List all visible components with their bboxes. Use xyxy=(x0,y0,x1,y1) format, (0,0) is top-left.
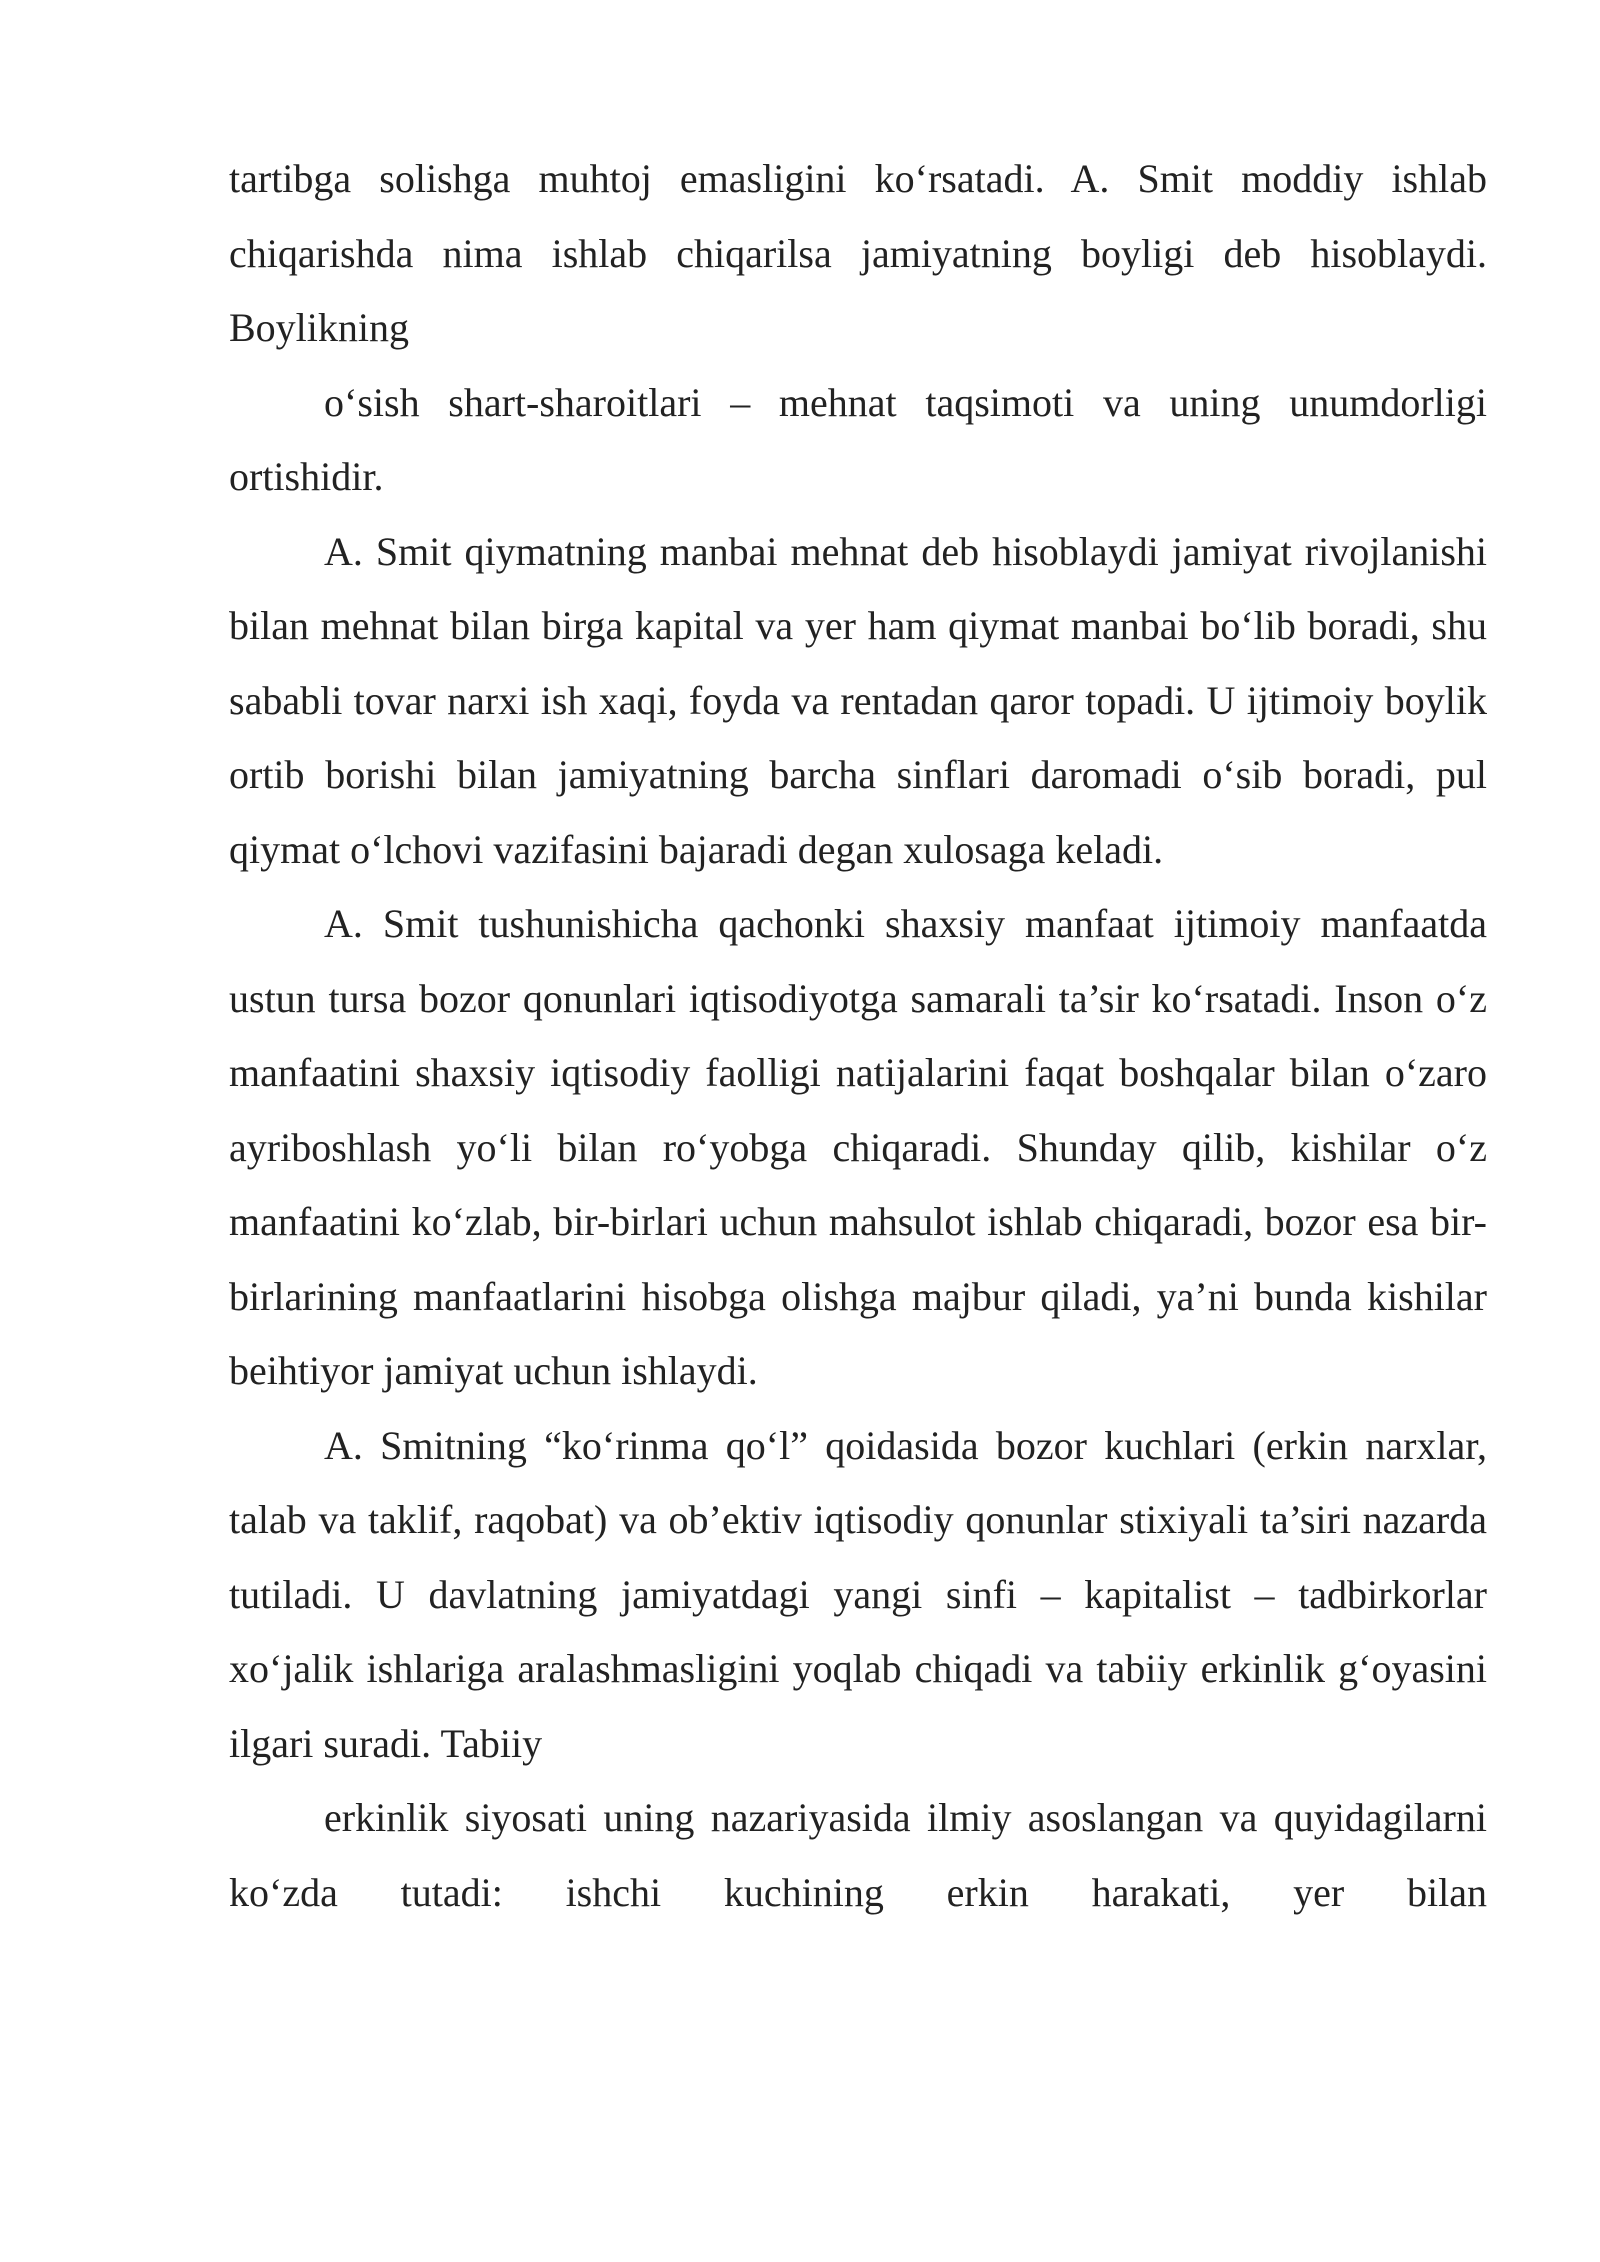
paragraph-3: A. Smit qiymatning manbai mehnat deb hisoblaydi jamiyat rivojlanishi bilan mehnat bilan birga kapital va yer ham qiymat manbai bo‘lib boradi, shu sababli tovar narxi ish xaqi, foyda va rentadan qaror topadi. U ijtimoiy boylik ortib borishi bilan jamiyatning barcha sinflari daromadi o‘sib boradi, pul qiymat o‘lchovi vazifasini bajaradi degan xulosaga keladi. xyxy=(229,528,1487,872)
paragraph-5: A. Smitning “ko‘rinma qo‘l” qoidasida bozor kuchlari (erkin narxlar, talab va taklif, raqobat) va ob’ektiv iqtisodiy qonunlar stixiyali ta’siri nazarda tutiladi. U davlatning jamiyatdagi yangi sinfi – kapitalist – tadbirkorlar xo‘jalik ishlariga aralashmasligini yoqlab chiqadi va tabiiy erkinlik g‘oyasini ilgari suradi. Tabiiy xyxy=(229,1422,1487,1766)
document-body xyxy=(229,142,1487,1930)
paragraph-6: erkinlik siyosati uning nazariyasida ilmiy asoslangan va quyidagilarni ko‘zda tutadi: ishchi kuchining erkin harakati, yer bilan xyxy=(229,1795,1487,1915)
paragraph-1: tartibga solishga muhtoj emasligini ko‘rsatadi. A. Smit moddiy ishlab chiqarishda nima ishlab chiqarilsa jamiyatning boyligi deb hisoblaydi. Boylikning xyxy=(229,156,1487,350)
paragraph-4: A. Smit tushunishicha qachonki shaxsiy manfaat ijtimoiy manfaatda ustun tursa bozor qonunlari iqtisodiyotga samarali ta’sir ko‘rsatadi. Inson o‘z manfaatini shaxsiy iqtisodiy faolligi natijalarini faqat boshqalar bilan o‘zaro ayriboshlash yo‘li bilan ro‘yobga chiqaradi. Shunday qilib, kishilar o‘z manfaatini ko‘zlab, bir-birlari uchun mahsulot ishlab chiqaradi, bozor esa bir-birlarining manfaatlarini hisobga olishga majbur qiladi, ya’ni bunda kishilar beihtiyor jamiyat uchun ishlaydi. xyxy=(229,901,1487,1393)
paragraph-2: o‘sish shart-sharoitlari – mehnat taqsimoti va uning unumdorligi ortishidir. xyxy=(229,379,1487,499)
